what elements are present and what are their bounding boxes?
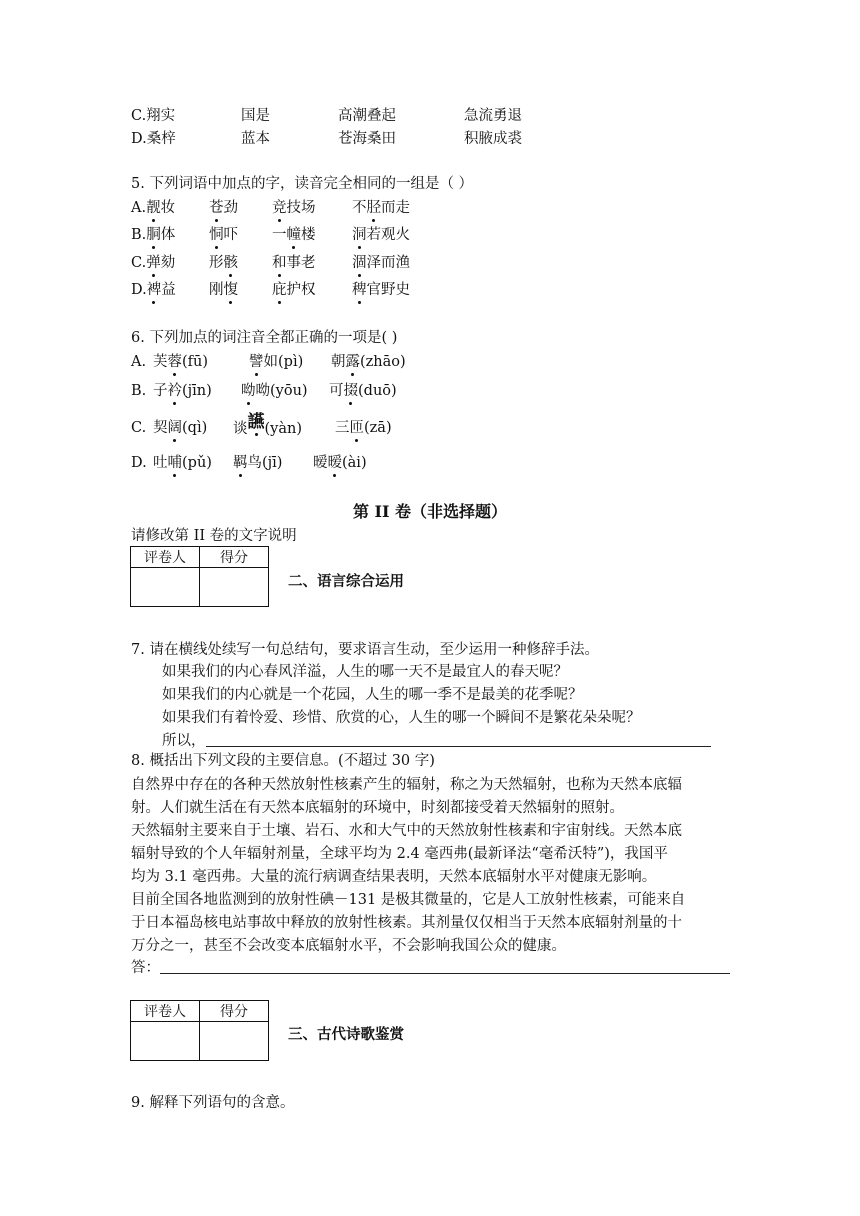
q4-d-word1: D.桑梓 xyxy=(131,131,176,147)
q5-d-word2: 刚愎 xyxy=(209,282,238,298)
q6-d-word2: 羁鸟(jī) xyxy=(233,455,283,471)
q5-b-word1: B.胴体 xyxy=(131,227,176,243)
q8-answer-label: 答： xyxy=(131,960,160,976)
q6-d-word3: 暧暧(ài) xyxy=(313,455,367,471)
q6-a-label: A. xyxy=(131,354,147,370)
q7-answer-line[interactable] xyxy=(206,746,711,747)
q6-d-word1: 吐哺(pǔ) xyxy=(153,455,212,471)
q4-d-word3: 苍海桑田 xyxy=(338,131,396,147)
q6-b-word3: 可掇(duō) xyxy=(329,383,397,399)
q6-d-label: D. xyxy=(131,455,147,471)
q8-para-line: 辐射导致的个人年辐射剂量，全球平均为 2.4 毫西弗(最新译法“毫希沃特”)，我国平 xyxy=(131,846,668,862)
q6-a-word3: 朝露(zhāo) xyxy=(331,354,406,370)
q8-para-line: 万分之一，甚至不会改变本底辐射水平，不会影响我国公众的健康。 xyxy=(131,938,566,954)
q5-a-word3: 竞技场 xyxy=(272,200,316,216)
score-table-1-score-cell[interactable] xyxy=(200,568,269,607)
q7-line2: 如果我们的内心就是一个花园，人生的哪一季不是最美的花季呢？ xyxy=(162,687,583,703)
q5-a-word2: 苍劲 xyxy=(209,200,238,216)
q8-stem: 8. 概括出下列文段的主要信息。(不超过 30 字) xyxy=(131,753,435,769)
q6-b-word1: 子衿(jīn) xyxy=(153,383,212,399)
q4-d-word2: 蓝本 xyxy=(241,131,270,147)
q6-c-word2: 谈讌(yàn) xyxy=(233,412,302,437)
q6-c-label: C. xyxy=(131,420,147,436)
q4-c-word1: C.翔实 xyxy=(131,108,176,124)
score-table-2-grader-cell[interactable] xyxy=(131,1022,200,1061)
q4-d-word4: 积腋成裘 xyxy=(464,131,522,147)
q6-a-word1: 芙蓉(fū) xyxy=(153,354,209,370)
q6-c-word1: 契阔(qì) xyxy=(153,420,208,436)
q6-stem: 6. 下列加点的词注音全都正确的一项是( ) xyxy=(131,330,398,346)
q7-line3: 如果我们有着怜爱、珍惜、欣赏的心，人生的哪一个瞬间不是繁花朵朵呢？ xyxy=(162,710,641,726)
q5-stem: 5. 下列词语中加点的字，读音完全相同的一组是（ ） xyxy=(131,176,474,192)
q4-c-word3: 高潮叠起 xyxy=(338,108,396,124)
q6-a-word2: 譬如(pì) xyxy=(249,354,304,370)
q6-b-word2: 呦呦(yōu) xyxy=(241,383,308,399)
q8-para-line: 于日本福岛核电站事故中释放的放射性核素。其剂量仅仅相当于天然本底辐射剂量的十 xyxy=(131,915,682,931)
q5-b-word2: 恫吓 xyxy=(209,227,238,243)
q5-a-word1: A.靓妆 xyxy=(131,200,176,216)
q5-c-word2: 形骸 xyxy=(209,255,238,271)
q5-c-word4: 涸泽而渔 xyxy=(352,255,410,271)
q7-answer-prefix: 所以， xyxy=(162,733,206,749)
q8-para-line: 天然辐射主要来自于土壤、岩石、水和大气中的天然放射性核素和宇宙射线。天然本底 xyxy=(131,823,682,839)
q5-d-word1: D.裨益 xyxy=(131,282,176,298)
q4-c-word4: 急流勇退 xyxy=(464,108,522,124)
score-table-2-grader-header: 评卷人 xyxy=(131,1001,200,1022)
q4-c-word2: 国是 xyxy=(241,108,270,124)
q5-a-word4: 不胫而走 xyxy=(352,200,410,216)
part2-note: 请修改第 II 卷的文字说明 xyxy=(131,528,297,544)
q8-para-line: 自然界中存在的各种天然放射性核素产生的辐射，称之为天然辐射，也称为天然本底辐 xyxy=(131,777,682,793)
q7-line1: 如果我们的内心春风洋溢，人生的哪一天不是最宜人的春天呢？ xyxy=(162,664,568,680)
q5-d-word3: 庇护权 xyxy=(272,282,316,298)
q5-c-word3: 和事老 xyxy=(272,255,316,271)
q8-para-line: 射。人们就生活在有天然本底辐射的环境中，时刻都接受着天然辐射的照射。 xyxy=(131,800,624,816)
score-table-1-grader-header: 评卷人 xyxy=(131,547,200,568)
score-table-2-score-header: 得分 xyxy=(200,1001,269,1022)
q7-stem: 7. 请在横线处续写一句总结句，要求语言生动，至少运用一种修辞手法。 xyxy=(131,642,599,658)
q5-b-word4: 洞若观火 xyxy=(352,227,410,243)
q5-d-word4: 稗官野史 xyxy=(352,282,410,298)
q8-answer-line[interactable] xyxy=(160,973,730,974)
score-table-1-grader-cell[interactable] xyxy=(131,568,200,607)
section3-title: 三、古代诗歌鉴赏 xyxy=(288,1026,404,1043)
score-table-2 xyxy=(130,1000,269,1061)
section2-title: 二、语言综合运用 xyxy=(288,573,404,590)
part2-title: 第 II 卷（非选择题） xyxy=(352,502,508,521)
score-table-1 xyxy=(130,546,269,607)
q8-para-line: 均为 3.1 毫西弗。大量的流行病调查结果表明，天然本底辐射水平对健康无影响。 xyxy=(131,869,657,885)
score-table-2-score-cell[interactable] xyxy=(200,1022,269,1061)
q6-c-word3: 三匝(zā) xyxy=(335,420,392,436)
q6-b-label: B. xyxy=(131,383,147,399)
q5-c-word1: C.弹劾 xyxy=(131,255,176,271)
score-table-1-score-header: 得分 xyxy=(200,547,269,568)
q9-stem: 9. 解释下列语句的含意。 xyxy=(131,1095,295,1111)
q8-para-line: 目前全国各地监测到的放射性碘－131 是极其微量的，它是人工放射性核素，可能来自 xyxy=(131,892,686,908)
q5-b-word3: 一幢楼 xyxy=(272,227,316,243)
